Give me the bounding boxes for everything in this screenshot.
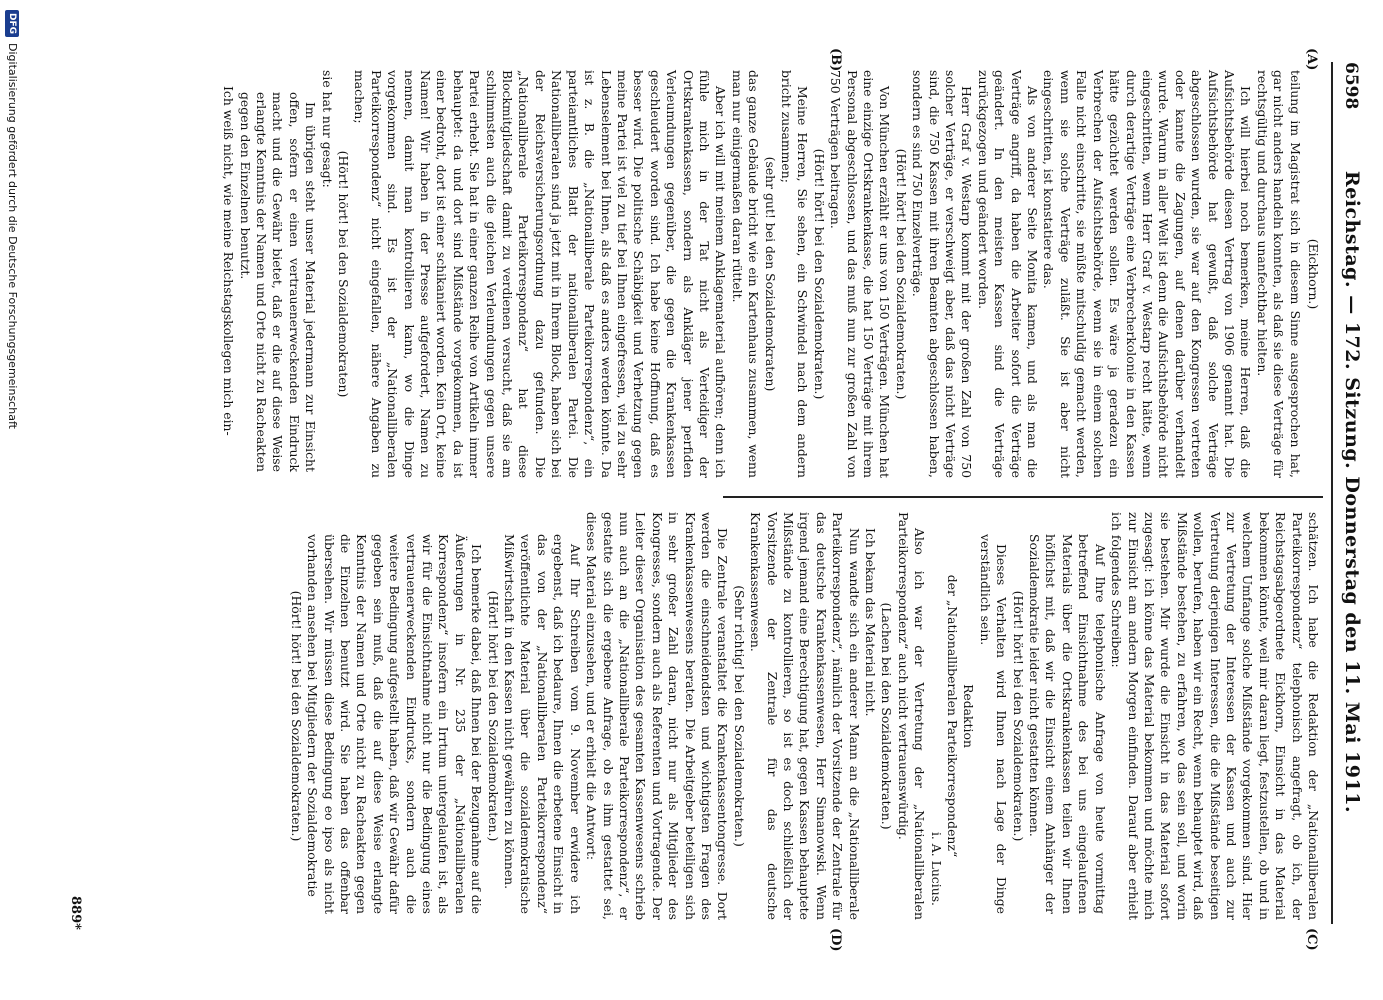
paragraph: Also ich war der Vertretung der „Nationalliberalen Parteikorrespondenz“ auch nicht vertrauenswürdig. [895,512,928,920]
paragraph: Herr Graf v. Westarp kommt mit der großen Zahl von 750 solcher Verträge, er verschweigt aber, daß das nicht Verträge sind, die 750 Kassen mit ihren Beamten abgeschlossen haben, sondern es sind 750 Einzelverträge. [910,70,975,478]
paragraph: Die Zentrale veranstaltet die Krankenkassentongresse. Dort werden die einschneidendsten und wichtigsten Fragen des Krankenkassenwesens beraten. Die Arbeitgeber beteiligen sich in sehr großer Zahl daran, nicht nur als Mitglieder des Kongresses, sondern auch als Referenten und Vortragende. Der Leiter dieser Organisation des gesamten Kassenwesens schrieb nun auch an die „Nationalliberale Parteikorrespondenz“, er gestatte sich die ergebene Anfrage, ob es ihm gestattet sei, dieses Material einzusehen, und er erhielt die Antwort: [584,512,731,920]
column-divider [723,496,1323,498]
header-rule [1331,62,1333,924]
margin-letter-d: (D) [828,928,843,952]
interjection: (Hört! hört! bei den Sozialdemokraten.) [288,590,304,842]
quoted-letter: Auf Ihre telephonische Anfrage von heute vormittag betreffend Einsichtnahme des bei uns eingelaufenen Materials über die Ortskrankenkassen teilen wir Ihnen höflichst mit, daß wir die Einsicht einem Anhänger der Sozialdemokratie leider nicht gestatten können. [1027,534,1108,914]
letter-signature-line: Redaktion [961,684,977,748]
paragraph: Meine Herren, Sie sehen, ein Schwindel nach dem andern bricht zusammen; [779,70,811,478]
right-column [287,512,1321,920]
paragraph: Ich bekam das Material nicht. [863,528,879,717]
paragraph: Aber ich will mit meinem Anklagematerial aufhören; denn ich fühle mich in der Tat nicht als Verteidiger der Ortskrankenkassen, sondern als Ankläger jener perfiden Verleumdungen gegenüber, die gegen die Krankenkassen geschleudert worden sind. Ich habe keine Hoffnung, daß es besser wird. Die politische Schäbigkeit und Verhetzung gegen meine Partei ist viel zu tief bei Ihnen eingefressen, viel zu sehr Lebenselement bei Ihnen, als daß es anders werden könnte. Da ist z. B. die „Nationalliberale Parteikorrespondenz“, ein parteiamtliches Blatt der nationalliberalen Partei. Die Nationalliberalen sind ja jetzt mit in Ihrem Block, haben sich bei der Reichsversicherungsordnung dazu gefunden. Die „Nationalliberale Parteikorrespondenz“ hat diese Blockmitgliedschaft damit zu verdienen versucht, daß sie am schlimmsten auch die gleichen Verleumdungen gegen unsere Partei erhebt. Sie hat in einer ganzen Reihe von Artikeln immer behauptet: da und dort sind Mißstände vorgekommen, da ist einer bedroht, dort ist einer schikaniert worden. Kein Ort, keine Namen! Wir haben in der Presse aufgefordert, Namen zu nennen, damit man kontrollieren kann, wo die Dinge vorgekommen sind. Es ist der „Nationalliberalen Parteikorrespondenz“ nicht eingefallen, nähere Angaben zu machen; [352,70,729,478]
paragraph: sie hat nur gesagt: [319,70,335,188]
margin-letter-a: (A) [1304,48,1319,71]
interjection: (Lachen bei den Sozialdemokraten.) [879,602,895,830]
credit-text: Digitalisierung gefördert durch die Deutsche Forschungsgemeinschaft [6,43,19,429]
speaker-name: (Eickhorn.) [1306,238,1321,310]
quoted-letter: Auf Ihr Schreiben vom 9. November erwidere ich ergebenst, daß ich bedaure, Ihnen die erbetene Einsicht in das von der „Nationalliberalen Parteikorrespondenz“ veröffentlichte Material über die sozialdemokratische Mißwirtschaft in den Kassen nicht gewähren zu können. [502,534,583,914]
quoted-statement: Im übrigen steht unser Material jedermann zur Einsicht offen, sofern er einen vertrauenerweckenden Eindruck macht und die Gewähr bietet, daß er die auf diese Weise erlangte Kenntnis der Namen und Orte nicht zu Racheakten gegen den Einzelnen benutzt. [237,92,319,472]
paragraph: das ganze Gebäude bricht wie ein Kartenhaus zusammen, wenn man nur einigermaßen daran rüttelt. [729,70,762,478]
page-number: 6598 [1341,62,1361,110]
letter-signature-name: i. A. Lucius. [928,831,944,906]
digitization-credit [3,10,21,990]
dfg-logo-icon: DFG [5,10,19,37]
interjection: (Hört! hört! bei den Sozialdemokraten.) [1010,590,1026,842]
paragraph: Als von anderer Seite Monita kamen, und als man die Verträge angriff, da haben die Arbeiter sofort die Verträge geändert. In den meisten Kassen sind die Verträge zurückgezogen und geändert worden. [975,70,1041,478]
sheet-mark: 889* [68,896,83,930]
quoted-letter: Ich bemerke dabei, daß Ihnen bei der Bezugnahme auf die Äußerungen in Nr. 235 der „Nationalliberalen Korrespondenz“ insofern ein Irrtum untergelaufen ist, als wir für die Einsichtnahme nicht nur die Bedingung eines vertrauenerweckenden Eindrucks, sondern auch die weitere Bedingung aufgestellt haben, daß wir Gewähr dafür gegeben sein muß, daß die auf diese Weise erlangte Kenntnis der Namen und Orte nicht zu Racheakten gegen die Einzelnen benutzt wird. Sie haben das offenbar übersehen. Wir müssen diese Bedingung eo ipso als nicht vorhanden ansehen bei Mitgliedern der Sozialdemokratie [305,534,485,914]
margin-letter-b: (B) [828,48,843,72]
interjection: (Hört! hört! bei den Sozialdemokraten.) [485,590,501,842]
paragraph: Ich weiß nicht, wie meine Reichstagskollegen mich ein- [221,86,237,436]
letter-signature-line: der „Nationalliberalen Parteikorrespondenz“ [945,574,961,858]
interjection: (Sehr richtig! bei den Sozialdemokraten.) [731,585,747,847]
margin-letter-c: (C) [1304,928,1319,951]
paragraph: schätzen. Ich habe die Redaktion der „Nationalliberalen Parteikorrespondenz“ telephonisch angefragt, ob ich, der Reichstagsabgeordnete Eickhorn, Einsicht in das Material bekommen könnte, weil mir daran liegt, festzustellen, ob und in welchem Umfange solche Mißstände vorgekommen sind. Hier zur Vertretung der Interessen der Kassen und auch zur Vertretung derjenigen Interessen, die die Mißstände beseitigen wollen, berufen, haben wir ein Recht, wenn behauptet wird, daß Mißstände bestehen, zu erfahren, wo das sein soll, und worin sie bestehen. Mir wurde die Einsicht in das Material sofort zugesagt: ich könne das Material bekommen und möchte mich zur Einsicht am andern Morgen einfinden. Darauf aber erhielt ich folgendes Schreiben: [1109,512,1321,920]
interjection: (Hört! hört! bei den Sozialdemokraten) [336,150,352,398]
interjection: (Hört! hört! bei den Sozialdemokraten.) [811,148,827,400]
running-title: Reichstag. — 172. Sitzung. Donnerstag den 11. Mai 1911. [1341,170,1363,814]
paragraph: Ich will hierbei noch bemerken, meine Herren, daß die Aufsichtsbehörde diesen Vertrag von 1906 genannt hat. Die Aufsichtsbehörde hat gewußt, daß solche Verträge abgeschlossen wurden, sie war auf den Kongressen vertreten oder kannte die Zagungen, auf denen darüber verhandelt wurde. Warum in aller Welt ist denn die Aufsichtsbehörde nicht eingeschritten, wenn Herr Graf v. Westarp recht hätte, wenn durch derartige Verträge eine Verbrecherkolonie in den Kassen hätte gezüchtet werden sollen. Es wäre ja geradezu ein Verbrechen der Aufsichtsbehörde, wenn sie in einem solchen Falle nicht einschritte, sie müßte mitschuldig gemacht werden, wenn sie solche Verträge zuläßt. Sie ist aber nicht eingeschritten, ist konstatiere das. [1041,70,1254,478]
paragraph: teilung im Magistrat sich in diesem Sinne ausgesprochen hat, gar nicht anders handeln konnten, als daß sie diese Verträge für rechtsgültig und durchaus unanfechtbar hielten. [1254,70,1303,478]
page-header [1335,62,1369,922]
paragraph: Von München erzählt er uns von 150 Verträgen. München hat eine einzige Ortskrankenkasse, die hat 150 Verträge mit ihrem Personal abgeschlossen, und das muß nun zur großen Zahl von 750 Verträgen beitragen. [828,70,893,478]
left-column [220,70,1321,478]
paragraph: Nun wandte sich ein anderer Mann an die „Nationalliberale Parteikorrespondenz“, nämlich der Vorsitzende der Zentrale für das deutsche Krankenkassenwesen, Herr Simanowski. Wenn irgend jemand eine Berechtigung hat, gegen Kassen behauptete Mißstände zu kontrollieren, so ist es doch schließlich der Vorsitzende der Zentrale für das deutsche Krankenkassenwesen. [748,512,862,920]
quoted-letter-close: Dieses Verhalten wird Ihnen nach Lage der Dinge verständlich sein. [977,534,1010,914]
interjection: (Hört! hört! bei den Sozialdemokraten.) [893,148,909,400]
interjection: (sehr gut! bei den Sozialdemokraten) [762,156,778,392]
